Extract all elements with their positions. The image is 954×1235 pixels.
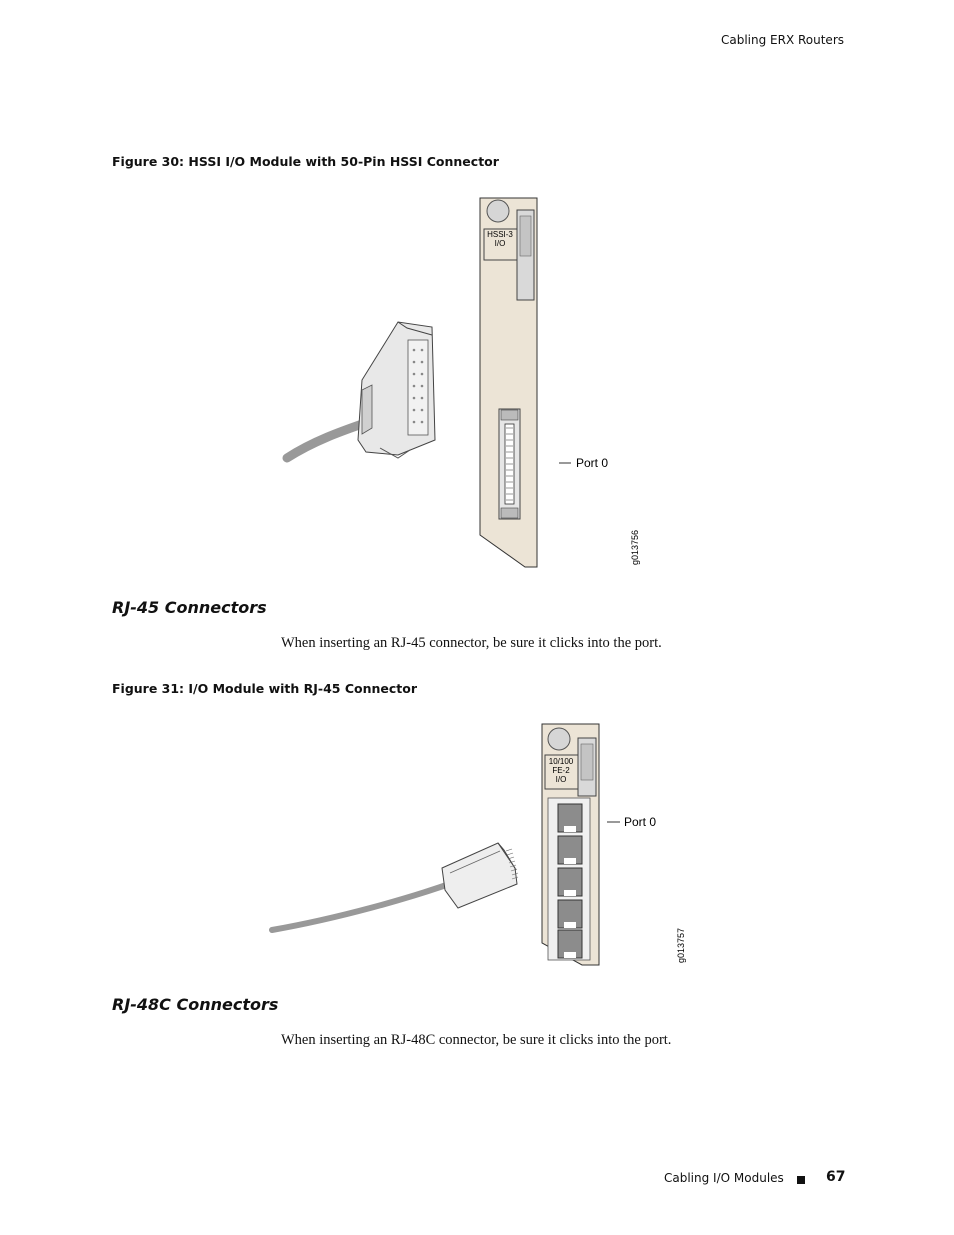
figure-30-caption: Figure 30: HSSI I/O Module with 50-Pin HSSI Connector (112, 154, 499, 169)
module-label-line3: I/O (555, 775, 567, 784)
rj45-body-text: When inserting an RJ-45 connector, be sure it clicks into the port. (281, 635, 662, 651)
module-screw (548, 728, 570, 750)
hssi-cable (287, 422, 368, 458)
figure-31-illustration (260, 718, 700, 973)
module-label-line2: I/O (494, 239, 506, 248)
page-number: 67 (826, 1169, 846, 1185)
module-label-line1: 10/100 (548, 757, 574, 766)
footer-section-title: Cabling I/O Modules (664, 1171, 784, 1185)
graphic-id: g013756 (630, 529, 640, 565)
footer-square-icon (797, 1176, 805, 1184)
port-0-label: Port 0 (624, 815, 657, 829)
module-label-line2: FE-2 (552, 766, 570, 775)
running-header: Cabling ERX Routers (720, 33, 844, 47)
section-heading-rj48c: RJ-48C Connectors (112, 995, 279, 1014)
figure-31-caption: Figure 31: I/O Module with RJ-45 Connector (112, 681, 418, 696)
port-0-label: Port 0 (576, 456, 609, 470)
section-heading-rj45: RJ-45 Connectors (112, 598, 267, 617)
rj45-ports (558, 804, 582, 958)
module-label-line1: HSSI-3 (487, 230, 513, 239)
graphic-id: g013757 (676, 927, 686, 963)
rj45-cable (272, 882, 455, 930)
module-screw (487, 200, 509, 222)
rj48c-body-text: When inserting an RJ-48C connector, be sure it clicks into the port. (281, 1032, 672, 1048)
figure-30-illustration (270, 190, 670, 575)
